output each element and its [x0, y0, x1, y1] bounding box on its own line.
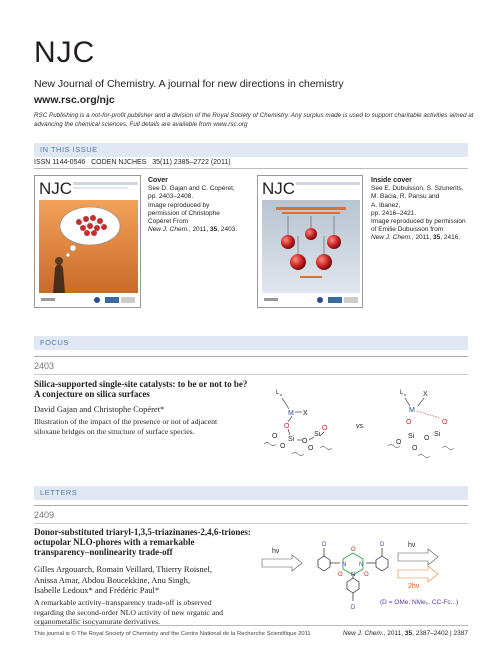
svg-text:O: O — [284, 423, 290, 430]
inside-cover-label: Inside cover — [371, 177, 412, 184]
svg-text:M: M — [409, 407, 415, 414]
svg-text:N: N — [351, 572, 356, 578]
svg-text:O: O — [322, 425, 328, 432]
svg-text:Si: Si — [408, 433, 415, 440]
svg-text:M: M — [288, 410, 294, 417]
issn-line: ISSN 1144-0546 CODEN NJCHES 35(11) 2385–2722 (2011) — [34, 159, 231, 166]
cover-logo: NJC — [39, 179, 73, 198]
inside-cover-caption: Inside cover See E. Dubuisson, S. Szunerits, M. Bacia, R. Pansu and A. Ibanez, pp. 2416–2421. Image reproduced by permission of Emilie Dubuisson from New J. Chem., 2011, 35, 2416. — [371, 177, 481, 243]
svg-text:O: O — [442, 419, 448, 426]
svg-text:X: X — [303, 410, 308, 417]
focus-heading: FOCUS — [40, 338, 69, 347]
focus-bar — [34, 336, 468, 350]
footer-citation: New J. Chem., 2011, 35, 2387–2402 | 2387 — [342, 630, 468, 637]
svg-text:O: O — [351, 547, 356, 553]
focus-description: Illustration of the impact of the presence or not of adjacent siloxane bridges on the structure of surface species. — [34, 417, 218, 436]
d-legend: (D = OMe, NMe₂, CC-Fc...) — [380, 599, 459, 606]
svg-text:O: O — [364, 572, 369, 578]
inside-cover-illustration — [258, 176, 363, 308]
svg-text:N: N — [342, 562, 347, 568]
divider — [34, 356, 468, 357]
in-this-issue-heading: IN THIS ISSUE — [40, 145, 98, 154]
hv-out-label: hν — [408, 542, 416, 549]
letters-article-title[interactable]: Donor-substituted triaryl-1,3,5-triazinanes-2,4,6-triones: octupolar NLO-phores with a remarkable transparency–nonlinearity trade-off — [34, 527, 251, 557]
cover-citation: New J. Chem., 2011, 35, 2403. — [148, 226, 238, 234]
divider — [34, 505, 468, 506]
svg-text:O: O — [302, 438, 308, 445]
input-arrow — [262, 555, 302, 571]
svg-text:D: D — [380, 542, 385, 548]
focus-article-title[interactable]: Silica-supported single-site catalysts: to be or not to be? A conjecture on silica surfaces — [34, 379, 248, 399]
in-this-issue-bar — [34, 143, 468, 157]
hv-label: hν — [272, 548, 280, 555]
journal-url[interactable]: www.rsc.org/njc — [34, 94, 115, 106]
svg-text:D: D — [322, 542, 327, 548]
letters-description: A remarkable activity–transparency trade-off is observed regarding the second-order NLO activity of new organic and organometallic isocyanurate derivatives. — [34, 598, 224, 626]
svg-text:O: O — [396, 439, 402, 446]
cover-image[interactable] — [34, 175, 141, 308]
letters-bar — [34, 486, 468, 500]
footer-copyright: This journal is © The Royal Society of Chemistry and the Centre National de la Recherche Scientifique 2011 — [34, 631, 311, 637]
svg-text:N: N — [359, 562, 364, 568]
divider — [34, 168, 468, 169]
svg-text:O: O — [406, 419, 412, 426]
letters-heading: LETTERS — [40, 488, 78, 497]
svg-text:O: O — [280, 443, 286, 450]
svg-text:O: O — [272, 433, 278, 440]
svg-text:D: D — [351, 605, 356, 611]
focus-graphical-abstract — [262, 382, 468, 462]
inside-cover-citation: New J. Chem., 2011, 35, 2416. — [371, 234, 461, 242]
svg-text:O: O — [412, 445, 418, 452]
svg-text:Si: Si — [434, 431, 441, 438]
letters-graphical-abstract — [258, 526, 468, 618]
cover-label: Cover — [148, 177, 168, 184]
letters-page-number: 2409 — [34, 510, 55, 520]
svg-text:O: O — [338, 572, 343, 578]
journal-logo: NJC — [34, 36, 96, 69]
svg-text:L: L — [276, 390, 280, 396]
divider — [34, 374, 468, 375]
letters-authors: Gilles Argouarch, Romain Veillard, Thierry Roisnel, Anissa Amar, Abdou Boucekkine, Anu Singh, Isabelle Ledoux* and Frédéric Paul* — [34, 564, 213, 595]
svg-text:X: X — [423, 391, 428, 398]
vs-label: vs. — [356, 423, 365, 430]
svg-text:Si: Si — [288, 436, 295, 443]
cover-illustration — [35, 176, 141, 308]
svg-text:O: O — [424, 435, 430, 442]
svg-text:n: n — [280, 392, 283, 397]
focus-page-number: 2403 — [34, 361, 55, 371]
journal-title: New Journal of Chemistry. A journal for new directions in chemistry — [34, 78, 344, 90]
two-hv-label: 2hν — [408, 583, 420, 590]
divider — [34, 523, 468, 524]
publisher-note: RSC Publishing is a not-for-profit publisher and a division of the Royal Society of Chemistry. Any surplus made is used to support charitable activities aimed at advancing the chemical sciences. Full details are available from www.rsc.org — [34, 112, 474, 128]
svg-text:O: O — [308, 445, 314, 452]
focus-authors: David Gajan and Christophe Copéret* — [34, 404, 165, 414]
inside-cover-image[interactable] — [257, 175, 363, 308]
cover-caption: Cover See D. Gajan and C. Copéret, pp. 2403–2408. Image reproduced by permission of Christophe Copéret From New J. Chem., 2011, 35, 2403. — [148, 177, 248, 234]
footer-divider — [34, 625, 468, 626]
svg-text:n: n — [404, 392, 407, 397]
inside-cover-logo: NJC — [262, 179, 296, 198]
svg-text:Si: Si — [314, 431, 321, 438]
svg-text:L: L — [400, 390, 404, 396]
